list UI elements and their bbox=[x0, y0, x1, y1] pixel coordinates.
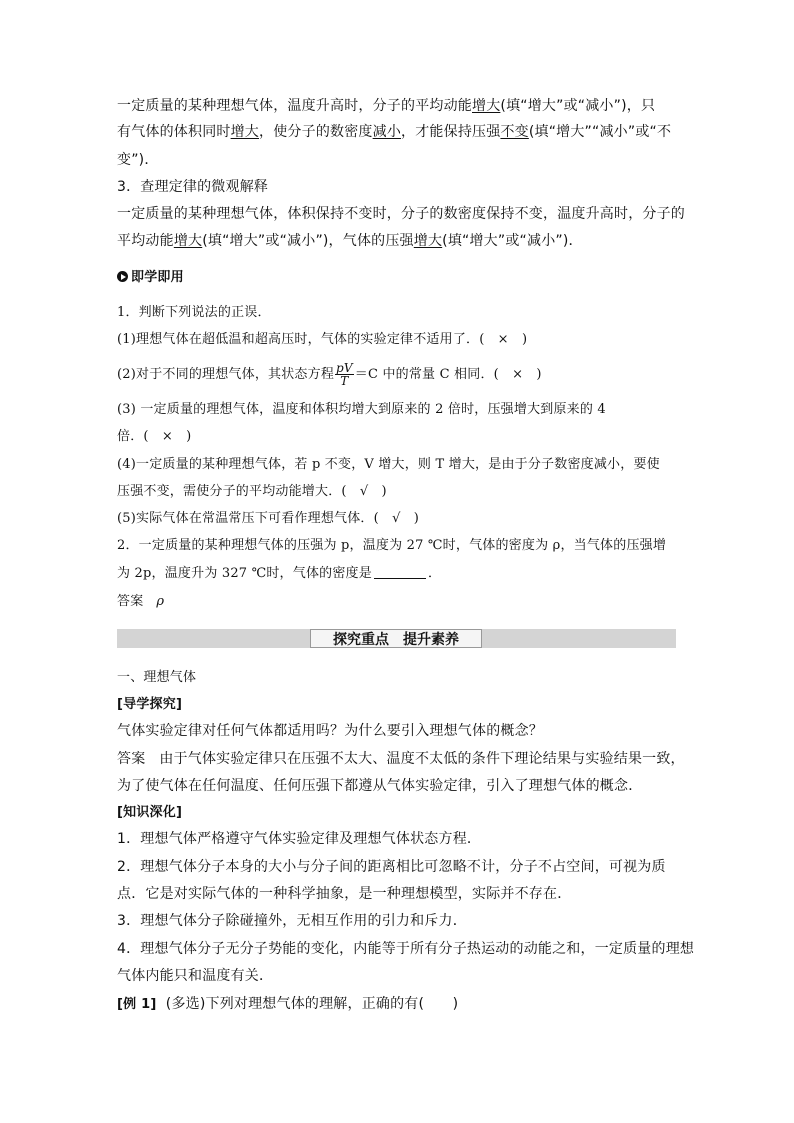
sec2-line-3: 变”)． bbox=[117, 152, 159, 168]
sec2-line-2 bbox=[117, 122, 671, 142]
text: 由于气体实验定律只在压强不太大、温度不太低的条件下理论结果与实验结果一致， bbox=[159, 751, 685, 767]
fraction-numerator: pV bbox=[336, 361, 353, 375]
knowledge-2b: 点．它是对实际气体的一种科学抽象，是一种理想模型，实际并不存在． bbox=[117, 886, 572, 902]
answer-label: 答案 bbox=[117, 751, 146, 767]
part1-heading: 一、理想气体 bbox=[117, 670, 197, 685]
banner-left: 探究重点 bbox=[333, 631, 389, 648]
answer-underline: 增大 bbox=[173, 233, 203, 249]
text: ． bbox=[427, 566, 442, 581]
answer-underline: 减小 bbox=[372, 124, 402, 140]
jixue-heading bbox=[117, 268, 184, 288]
text: 有气体的体积同时 bbox=[117, 124, 231, 140]
q2-line-1: 2．一定质量的某种理想气体的压强为 p，温度为 27 ℃时，气体的密度为 ρ，当气体的压强增 bbox=[117, 538, 667, 553]
daoxue-label: [导学探究] bbox=[117, 697, 183, 712]
q1-item-2 bbox=[117, 362, 542, 387]
q1-item-3a: (3) 一定质量的理想气体，温度和体积均增大到原来的 2 倍时，压强增大到原来的 4 bbox=[117, 402, 606, 417]
text: (填“增大”或“减小”)，气体的压强 bbox=[202, 233, 414, 249]
daoxue-answer-2: 为了使气体在任何温度、任何压强下都遵从气体实验定律，引入了理想气体的概念． bbox=[117, 778, 643, 794]
fraction-denominator: T bbox=[340, 374, 349, 388]
fraction-pv-over-t bbox=[335, 362, 354, 387]
answer-underline: 增大 bbox=[472, 98, 501, 114]
example-1 bbox=[117, 994, 458, 1015]
banner-right: 提升素养 bbox=[403, 631, 459, 648]
text: (2)对于不同的理想气体，其状态方程 bbox=[117, 367, 335, 382]
q1-item-3b: 倍．( × ) bbox=[117, 429, 192, 444]
knowledge-2a: 2．理想气体分子本身的大小与分子间的距离相比可忽略不计，分子不占空间，可视为质 bbox=[117, 859, 666, 875]
knowledge-3: 3．理想气体分子除碰撞外，无相互作用的引力和斥力． bbox=[117, 913, 467, 929]
text: 平均动能 bbox=[117, 233, 174, 249]
daoxue-question: 气体实验定律对任何气体都适用吗？为什么要引入理想气体的概念？ bbox=[117, 723, 543, 739]
sec3-line-2 bbox=[117, 231, 583, 251]
q2-line-2 bbox=[117, 564, 441, 584]
q1-item-4b: 压强不变，需使分子的平均动能增大．( √ ) bbox=[117, 484, 387, 499]
example-label: [例 1] bbox=[117, 997, 157, 1012]
answer-blank bbox=[374, 564, 426, 579]
text: ，使分子的数密度 bbox=[259, 124, 373, 140]
answer-underline: 不变 bbox=[500, 124, 529, 140]
text: (填“增大”或“减小”)． bbox=[442, 233, 583, 249]
example-text: (多选)下列对理想气体的理解，正确的有( ) bbox=[165, 996, 459, 1012]
q1-item-4a: (4)一定质量的某种理想气体，若 p 不变，V 增大，则 T 增大，是由于分子数密度减小，要使 bbox=[117, 457, 660, 472]
q1-item-5: (5)实际气体在常温常压下可看作理想气体．( √ ) bbox=[117, 511, 420, 526]
q2-answer bbox=[117, 592, 164, 612]
sec2-line-1 bbox=[117, 96, 655, 116]
text: (填“增大”或“减小”)，只 bbox=[500, 98, 656, 114]
section-banner bbox=[310, 629, 482, 648]
knowledge-4a: 4．理想气体分子无分子势能的变化，内能等于所有分子热运动的动能之和，一定质量的理想 bbox=[117, 941, 695, 957]
sec3-line-1: 一定质量的某种理想气体，体积保持不变时，分子的数密度保持不变，温度升高时，分子的 bbox=[117, 206, 685, 222]
answer-label: 答案 bbox=[117, 594, 144, 609]
text: 一定质量的某种理想气体，温度升高时，分子的平均动能 bbox=[117, 98, 472, 114]
text: ，才能保持压强 bbox=[401, 124, 501, 140]
daoxue-answer-1 bbox=[117, 749, 685, 769]
zhishi-label: [知识深化] bbox=[117, 805, 183, 820]
answer-underline: 增大 bbox=[230, 124, 260, 140]
answer-underline: 增大 bbox=[413, 233, 443, 249]
text: 为 2p，温度升为 327 ℃时，气体的密度是 bbox=[117, 566, 372, 581]
knowledge-4b: 气体内能只和温度有关． bbox=[117, 968, 274, 984]
knowledge-1: 1．理想气体严格遵守气体实验定律及理想气体状态方程． bbox=[117, 831, 482, 847]
text: (填“增大”“减小”或“不 bbox=[528, 124, 672, 140]
q1-item-1: (1)理想气体在超低温和超高压时，气体的实验定律不适用了．( × ) bbox=[117, 332, 528, 347]
q1-stem: 1．判断下列说法的正误． bbox=[117, 305, 271, 320]
text: ＝C 中的常量 C 相同．( × ) bbox=[354, 367, 542, 382]
play-circle-icon bbox=[117, 271, 128, 282]
jixue-title: 即学即用 bbox=[131, 270, 184, 285]
sec3-heading: 3．查理定律的微观解释 bbox=[117, 179, 269, 195]
answer-value: ρ bbox=[156, 594, 165, 609]
